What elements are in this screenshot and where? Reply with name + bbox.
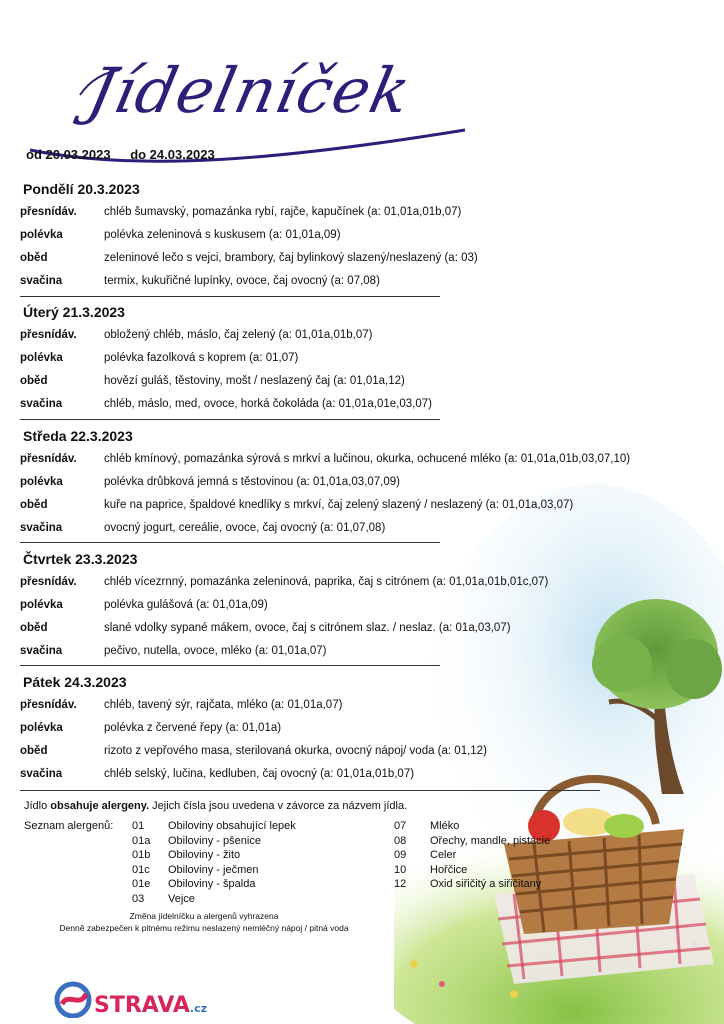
allergy-note	[24, 800, 407, 812]
allergen-code: 01c	[132, 863, 150, 876]
meal-label: polévka	[20, 229, 63, 241]
allergen-item	[394, 878, 550, 893]
meal-row	[20, 206, 710, 229]
meal-row	[20, 352, 710, 375]
meal-text: chléb, máslo, med, ovoce, horká čokoláda (a: 01,01a,01e,03,07)	[104, 398, 432, 410]
divider	[20, 296, 440, 297]
divider	[20, 665, 440, 666]
allergen-code: 09	[394, 849, 407, 861]
meal-text: ovocný jogurt, cereálie, ovoce, čaj ovocný (a: 01,07,08)	[104, 522, 386, 534]
meal-row	[20, 768, 710, 791]
allergen-item	[394, 864, 550, 879]
allergen-code: 01a	[132, 834, 151, 847]
meal-text: zeleninové lečo s vejci, brambory, čaj bylinkový slazený/neslazený (a: 03)	[104, 252, 478, 264]
page-title: Jídelníček	[82, 54, 418, 127]
allergen-item	[132, 835, 296, 850]
meal-label: polévka	[20, 352, 63, 364]
meal-row	[20, 699, 710, 722]
allergy-note-bold: obsahuje alergeny.	[50, 800, 150, 812]
meal-text: termix, kukuřičné lupínky, ovoce, čaj ovocný (a: 07,08)	[104, 275, 380, 287]
day-title: Čtvrtek 23.3.2023	[23, 551, 138, 567]
allergen-name: Obiloviny - ječmen	[168, 863, 259, 876]
date-from: od 20.03.2023	[26, 147, 111, 162]
meal-text: polévka gulášová (a: 01,01a,09)	[104, 599, 268, 611]
date-to: do 24.03.2023	[130, 147, 215, 162]
meal-row	[20, 622, 710, 645]
meal-row	[20, 476, 710, 499]
allergen-name: Obiloviny obsahující lepek	[168, 820, 296, 832]
meal-text: polévka zeleninová s kuskusem (a: 01,01a,09)	[104, 229, 341, 241]
meal-text: polévka drůbková jemná s těstovinou (a: 01,01a,03,07,09)	[104, 476, 400, 488]
meal-row	[20, 453, 710, 476]
meal-label: svačina	[20, 645, 63, 657]
day-friday	[20, 674, 710, 791]
allergen-item	[132, 820, 296, 835]
meal-row	[20, 375, 710, 398]
allergen-name: Celer	[430, 849, 457, 861]
meal-label: oběd	[20, 252, 48, 264]
meal-text: pečivo, nutella, ovoce, mléko (a: 01,01a,07)	[104, 645, 327, 657]
day-title: Úterý 21.3.2023	[23, 304, 125, 320]
meal-label: polévka	[20, 476, 63, 488]
allergen-code: 08	[394, 834, 407, 847]
allergen-code: 07	[394, 820, 407, 832]
allergen-code: 03	[132, 892, 145, 905]
meal-row	[20, 499, 710, 522]
divider	[20, 419, 440, 420]
allergen-name: Obiloviny - pšenice	[168, 834, 261, 847]
allergen-code: 01e	[132, 878, 151, 890]
divider	[20, 542, 440, 543]
allergy-note-prefix: Jídlo	[24, 800, 51, 812]
allergen-item	[394, 820, 550, 835]
day-monday	[20, 181, 710, 298]
meal-label: přesnídáv.	[20, 329, 77, 341]
meal-text: chléb, tavený sýr, rajčata, mléko (a: 01,01a,07)	[104, 699, 343, 711]
meal-row	[20, 252, 710, 275]
meal-text: obložený chléb, máslo, čaj zelený (a: 01,01a,01b,07)	[104, 329, 373, 341]
logo-text	[94, 993, 207, 1018]
meal-label: oběd	[20, 622, 48, 634]
meal-label: přesnídáv.	[20, 699, 77, 711]
meal-label: přesnídáv.	[20, 453, 77, 465]
meal-text: hovězí guláš, těstoviny, mošt / neslazený čaj (a: 01,01a,12)	[104, 375, 405, 387]
allergen-column-right	[394, 820, 550, 893]
day-title: Pondělí 20.3.2023	[23, 181, 140, 197]
logo-text-suffix: .cz	[189, 1002, 207, 1015]
meal-row	[20, 329, 710, 352]
allergen-code: 01	[132, 820, 145, 832]
meal-row	[20, 398, 710, 421]
allergen-name: Obiloviny - špalda	[168, 878, 256, 890]
meal-label: přesnídáv.	[20, 576, 77, 588]
meal-label: svačina	[20, 768, 63, 780]
date-range	[26, 147, 231, 162]
meal-row	[20, 229, 710, 252]
allergen-item	[132, 864, 296, 879]
meal-text: chléb šumavský, pomazánka rybí, rajče, kapučínek (a: 01,01a,01b,07)	[104, 206, 462, 218]
meal-label: svačina	[20, 275, 63, 287]
allergen-code: 10	[394, 863, 407, 876]
meal-text: rizoto z vepřového masa, sterilovaná okurka, ovocný nápoj/ voda (a: 01,12)	[104, 745, 487, 757]
allergen-item	[132, 878, 296, 893]
meal-label: svačina	[20, 522, 63, 534]
strava-logo	[54, 980, 207, 1018]
day-thursday	[20, 551, 710, 668]
allergen-name: Hořčice	[430, 863, 468, 876]
meal-row	[20, 275, 710, 298]
day-title: Středa 22.3.2023	[23, 428, 133, 444]
meal-text: chléb vícezrnný, pomazánka zeleninová, paprika, čaj s citrónem (a: 01,01a,01b,01c,07)	[104, 576, 549, 588]
meal-text: kuře na paprice, špaldové knedlíky s mrkví, čaj zelený slazený / neslazený (a: 01,01a,03,07)	[104, 499, 574, 511]
allergen-code: 12	[394, 878, 407, 890]
allergen-item	[394, 835, 550, 850]
allergen-list-label: Seznam alergenů:	[24, 820, 114, 832]
meal-text: polévka fazolková s koprem (a: 01,07)	[104, 352, 299, 364]
allergen-name: Mléko	[430, 820, 460, 832]
day-tuesday	[20, 304, 710, 421]
meal-row	[20, 599, 710, 622]
meal-label: svačina	[20, 398, 63, 410]
meal-label: oběd	[20, 745, 48, 757]
meal-label: oběd	[20, 375, 48, 387]
meal-text: chléb kmínový, pomazánka sýrová s mrkví a lučinou, okurka, ochucené mléko (a: 01,01a,01b,03,07,10)	[104, 453, 631, 465]
meal-label: přesnídáv.	[20, 206, 77, 218]
meal-label: oběd	[20, 499, 48, 511]
allergen-name: Vejce	[168, 892, 195, 905]
allergen-name: Ořechy, mandle, pistácie	[430, 834, 551, 847]
day-wednesday	[20, 428, 710, 545]
footnote-line: Denně zabezpečen k pitnému režimu neslazený nemléčný nápoj / pitná voda	[59, 923, 349, 933]
allergen-item	[394, 849, 550, 864]
logo-text-main: STRAVA	[94, 993, 190, 1018]
meal-row	[20, 576, 710, 599]
meal-text: polévka z červené řepy (a: 01,01a)	[104, 722, 282, 734]
footnote	[24, 910, 384, 934]
allergen-item	[132, 849, 296, 864]
meal-label: polévka	[20, 722, 63, 734]
divider	[20, 790, 600, 791]
footnote-line: Změna jídelníčku a alergenů vyhrazena	[129, 911, 279, 921]
meal-text: chléb selský, lučina, kedluben, čaj ovocný (a: 01,01a,01b,07)	[104, 768, 415, 780]
allergen-item	[132, 893, 296, 908]
day-title: Pátek 24.3.2023	[23, 674, 127, 690]
meal-text: slané vdolky sypané mákem, ovoce, čaj s citrónem slaz. / neslaz. (a: 01a,03,07)	[104, 622, 511, 634]
meal-row	[20, 722, 710, 745]
allergen-column-left	[132, 820, 296, 907]
strava-logo-icon	[54, 980, 94, 1018]
meal-label: polévka	[20, 599, 63, 611]
allergen-code: 01b	[132, 849, 151, 861]
meal-row	[20, 745, 710, 768]
allergy-note-suffix: Jejich čísla jsou uvedena v závorce za názvem jídla.	[149, 800, 408, 812]
allergen-name: Obiloviny - žito	[168, 849, 241, 861]
allergen-name: Oxid siřičitý a siřičitany	[430, 878, 542, 890]
